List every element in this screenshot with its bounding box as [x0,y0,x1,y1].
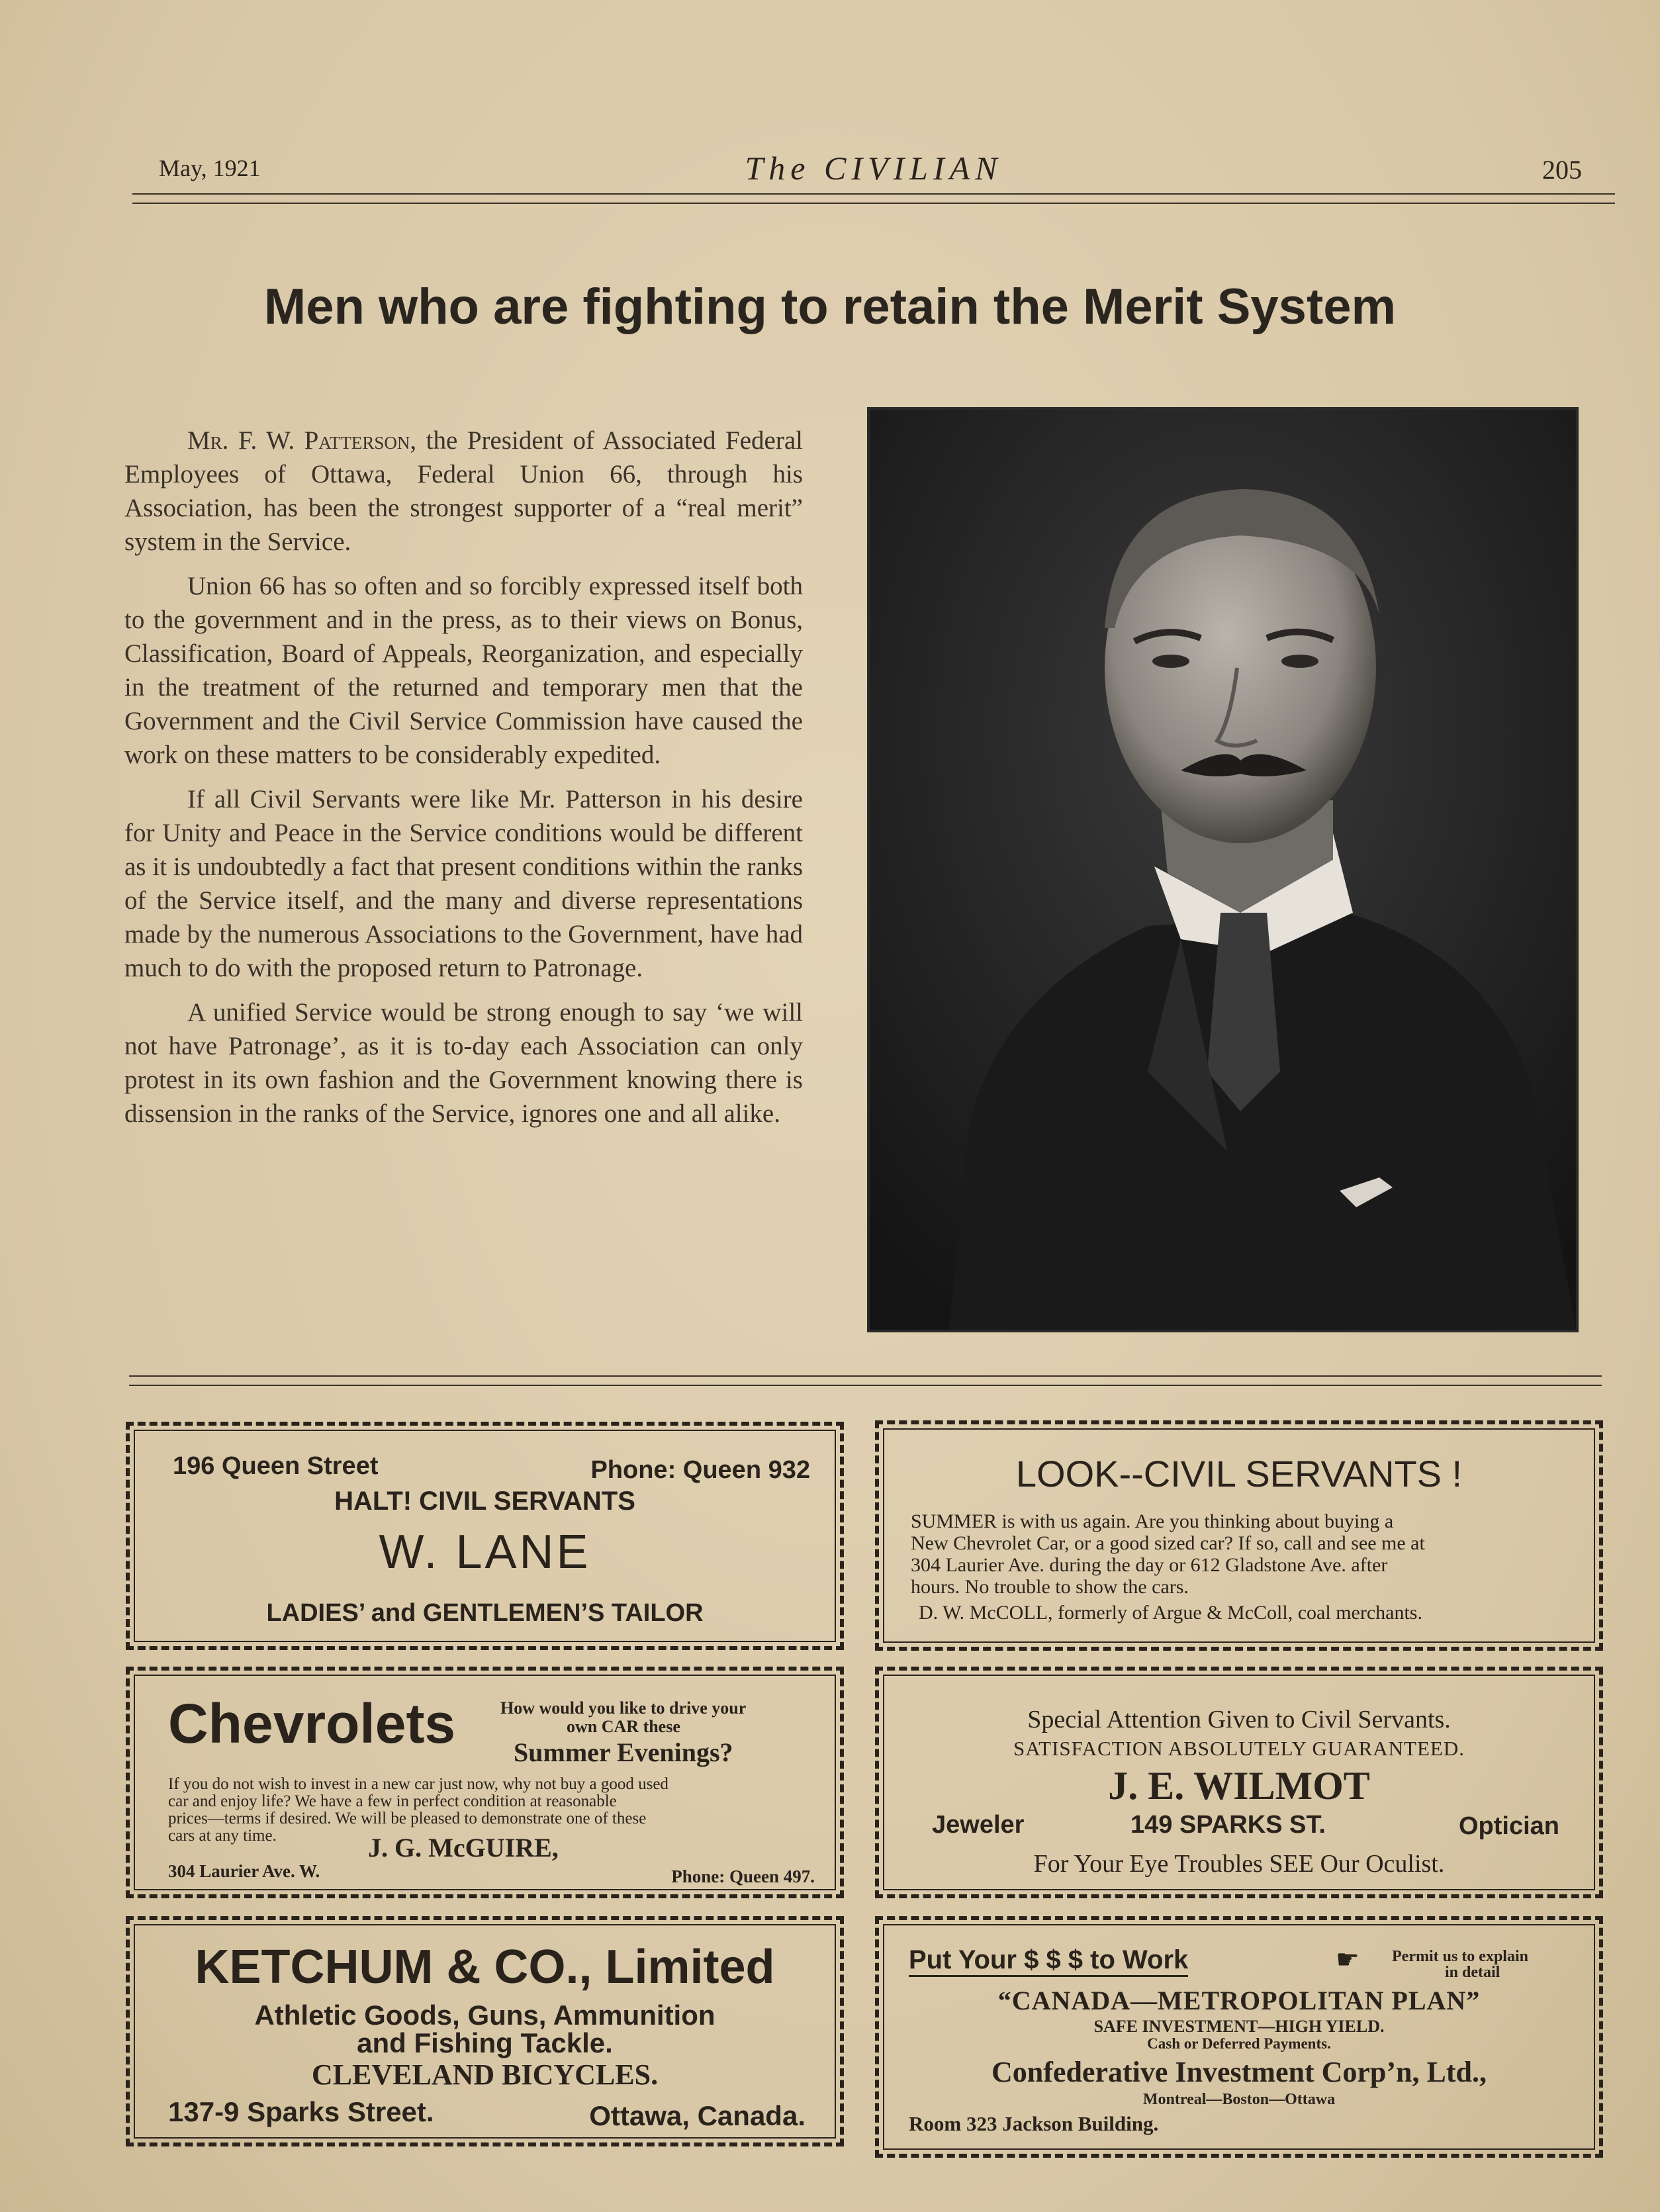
mccoll-signature: D. W. McCOLL, formerly of Argue & McColl, coal merchants. [919,1602,1422,1624]
pointing-hand-icon: ☛ [1336,1945,1360,1974]
lane-trade: LADIES’ and GENTLEMEN’S TAILOR [266,1599,704,1627]
mcguire-body-line-1: If you do not wish to invest in a new car just now, why not buy a good used [168,1775,669,1793]
confed-cities: Montreal—Boston—Ottawa [1142,2091,1336,2108]
issue-date: May, 1921 [159,155,261,181]
header-rule [132,193,1615,204]
confed-plan: “CANADA—METROPOLITAN PLAN” [997,1986,1481,2015]
portrait-illustration [870,410,1576,1330]
confed-permit-2: in detail [1445,1964,1500,1981]
confed-safe: SAFE INVESTMENT—HIGH YIELD. [1093,2017,1385,2036]
ad-confederative-investment [875,1916,1603,2158]
ketchum-city: Ottawa, Canada. [589,2100,806,2131]
ketchum-address: 137-9 Sparks Street. [168,2096,434,2127]
mccoll-body-line-4: hours. No trouble to show the cars. [911,1576,1189,1598]
mcguire-brand: Chevrolets [168,1692,456,1755]
mcguire-body-line-4: cars at any time. [168,1827,277,1845]
wilmot-address: 149 SPARKS ST. [1130,1811,1326,1839]
wilmot-jeweler: Jeweler [932,1811,1025,1839]
wilmot-line-2: SATISFACTION ABSOLUTELY GUARANTEED. [1013,1737,1465,1760]
mcguire-phone: Phone: Queen 497. [671,1866,815,1886]
mccoll-body-line-3: 304 Laurier Ave. during the day or 612 Gladstone Ave. after [911,1554,1388,1576]
ketchum-name: KETCHUM & CO., Limited [195,1941,775,1994]
confed-terms: Cash or Deferred Payments. [1147,2035,1331,2052]
article-paragraph-4: A unified Service would be strong enough to say ‘we will not have Patronage’, as it is to-day each Association can only protest in its own fashion and the Government knowing there is dissension in the ranks of the Service, ignores one and all alike. [124,998,803,1128]
ad-look-civil-servants [875,1420,1603,1651]
lane-tagline: HALT! CIVIL SERVANTS [334,1487,635,1516]
article-lead-name: Mr. F. W. Patterson, [187,426,417,455]
masthead-title: The CIVILIAN [745,150,1003,187]
confed-room: Room 323 Jackson Building. [909,2112,1159,2135]
ad-j-e-wilmot [875,1667,1603,1898]
article-paragraph-3: If all Civil Servants were like Mr. Patterson in his desire for Unity and Peace in the Service conditions would be different as it is undoubtedly a fact that present conditions within the ranks of the Service itself, and the many and diverse representations made by the numerous Associations to the Government, have had much to do with the proposed return to Patronage. [124,785,803,982]
mcguire-address: 304 Laurier Ave. W. [168,1861,320,1881]
mccoll-body-line-2: New Chevrolet Car, or a good sized car? If so, call and see me at [911,1532,1425,1554]
ads-divider-rule [129,1375,1602,1386]
confed-permit-1: Permit us to explain [1392,1948,1528,1965]
lane-address: 196 Queen Street [173,1452,379,1480]
confed-headline: Put Your $ $ $ to Work [909,1945,1188,1977]
article-paragraph-2: Union 66 has so often and so forcibly expressed itself both to the government and in the press, as to their views on Bonus, Classification, Board of Appeals, Reorganization, and especially in the treatment of the returned and temporary men that the Government and the Civil Service Commission have caused the work on these matters to be considerably expedited. [124,572,803,769]
article-body [124,424,803,1141]
wilmot-footer: For Your Eye Troubles SEE Our Oculist. [1033,1850,1445,1878]
ad-w-lane [126,1422,844,1650]
mcguire-body-line-3: prices—terms if desired. We will be pleased to demonstrate one of these [168,1810,647,1827]
lane-name: W. LANE [379,1526,591,1579]
lane-phone: Phone: Queen 932 [590,1456,810,1484]
wilmot-optician: Optician [1458,1812,1559,1840]
mcguire-question-3: Summer Evenings? [514,1737,733,1767]
wilmot-name: J. E. WILMOT [1108,1764,1370,1808]
wilmot-line-1: Special Attention Given to Civil Servants. [1027,1706,1451,1733]
page-header [159,149,1589,189]
mcguire-name: J. G. McGUIRE, [368,1833,559,1863]
article-headline: Men who are fighting to retain the Merit System [263,279,1397,335]
portrait-photo [867,407,1579,1332]
ketchum-bicycles: CLEVELAND BICYCLES. [311,2058,659,2091]
confed-company: Confederative Investment Corp’n, Ltd., [991,2056,1487,2088]
ketchum-goods-2: and Fishing Tackle. [357,2027,613,2058]
page-number: 205 [1542,155,1582,185]
mcguire-body-line-2: car and enjoy life? We have a few in perfect condition at reasonable [168,1792,617,1810]
mcguire-question-2: own CAR these [567,1717,680,1736]
ad-ketchum-co [126,1916,844,2146]
article-paragraph-1: Mr. F. W. Patterson, the President of Associated Federal Employees of Ottawa, Federal Union 66, through his Association, has been the strongest supporter of a “real merit” system in the Service. [124,426,803,556]
ketchum-goods-1: Athletic Goods, Guns, Ammunition [254,2000,715,2031]
mccoll-title: LOOK--CIVIL SERVANTS ! [1015,1453,1463,1495]
ad-chevrolets-mcguire [126,1667,844,1898]
mcguire-question-1: How would you like to drive your [500,1698,747,1718]
mccoll-body-line-1: SUMMER is with us again. Are you thinking about buying a [911,1510,1394,1532]
